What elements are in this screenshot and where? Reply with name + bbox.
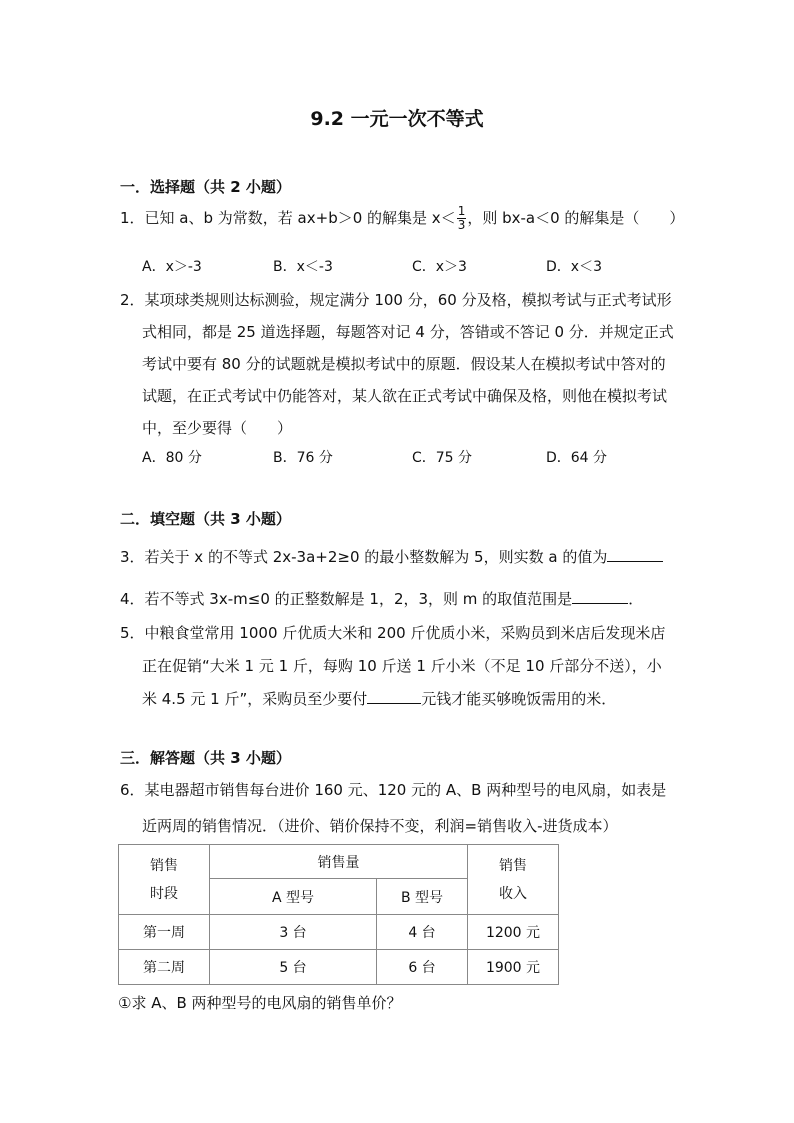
- cell-period: 第二周: [119, 950, 210, 985]
- answer-blank: [572, 587, 628, 604]
- question-5-line-3-post: 元钱才能买够晚饭需用的米．: [421, 690, 617, 708]
- question-5-line-3-pre: 米 4.5 元 1 斤”，采购员至少要付: [142, 690, 368, 708]
- cell-income: 1900 元: [468, 950, 559, 985]
- q1-option-b: B．x＜-3: [273, 259, 333, 275]
- question-1: [120, 205, 684, 232]
- page-title: 9.2 一元一次不等式: [310, 108, 484, 130]
- cell-model-b: 4 台: [377, 915, 468, 950]
- question-5-line-3: [142, 687, 616, 710]
- fraction-one-third: [457, 205, 467, 232]
- table-row: [119, 950, 559, 985]
- header-income-line-1: 销售: [499, 857, 527, 874]
- question-3-text: 3．若关于 x 的不等式 2x-3a+2≥0 的最小整数解为 5，则实数 a 的值为: [120, 548, 608, 566]
- question-4-text-post: ．: [628, 590, 644, 608]
- question-6-sub-1: ①求 A、B 两种型号的电风扇的销售单价？: [118, 994, 402, 1012]
- header-model-b: B 型号: [377, 879, 468, 915]
- q2-option-b: B．76 分: [273, 450, 333, 466]
- fraction-numerator: 1: [457, 204, 466, 218]
- header-model-a: A 型号: [210, 879, 377, 915]
- question-1-text-pre: 1．已知 a、b 为常数，若 ax+b＞0 的解集是 x＜: [120, 209, 456, 227]
- section-heading-choice: 一．选择题（共 2 小题）: [120, 178, 291, 196]
- header-income: [468, 845, 559, 915]
- question-1-text-post: ，则 bx-a＜0 的解集是（ ）: [467, 209, 685, 227]
- cell-income: 1200 元: [468, 915, 559, 950]
- cell-model-a: 5 台: [210, 950, 377, 985]
- header-income-line-2: 收入: [499, 885, 527, 902]
- q2-option-c: C．75 分: [412, 450, 473, 466]
- header-period-line-1: 销售: [150, 857, 178, 874]
- cell-period: 第一周: [119, 915, 210, 950]
- question-3: [120, 545, 663, 568]
- question-4: [120, 587, 643, 610]
- header-volume: 销售量: [210, 845, 468, 879]
- q2-option-a: A．80 分: [142, 450, 202, 466]
- question-6-line-1: 6．某电器超市销售每台进价 160 元、120 元的 A、B 两种型号的电风扇，如表是: [120, 781, 667, 799]
- question-2: 2．某项球类规则达标测验，规定满分 100 分，60 分及格，模拟考试与正式考试形式相同，都是 25 道选择题，每题答对记 4 分，答错或不答记 0 分．并规定正式考试中要有 80 分的试题就是模拟考试中的原题．假设某人在模拟考试中答对的试题，在正式考试中仍能答对，某人欲在正式考试中确保及格，则他在模拟考试中，至少要得（ ）: [120, 291, 674, 437]
- question-4-text-pre: 4．若不等式 3x-m≤0 的正整数解是 1，2，3，则 m 的取值范围是: [120, 590, 573, 608]
- question-5-line-2: 正在促销“大米 1 元 1 斤，每购 10 斤送 1 斤小米（不足 10 斤部分不送），小: [142, 657, 662, 675]
- cell-model-a: 3 台: [210, 915, 377, 950]
- question-5-line-1: 5．中粮食堂常用 1000 斤优质大米和 200 斤优质小米，采购员到米店后发现米店: [120, 624, 666, 642]
- q1-option-a: A．x＞-3: [142, 259, 202, 275]
- header-period: [119, 845, 210, 915]
- answer-blank: [367, 687, 421, 704]
- sales-table: [118, 844, 559, 985]
- table-row: [119, 915, 559, 950]
- fraction-denominator: 3: [457, 218, 466, 232]
- q1-option-d: D．x＜3: [546, 259, 602, 275]
- section-heading-fill: 二．填空题（共 3 小题）: [120, 510, 291, 528]
- cell-model-b: 6 台: [377, 950, 468, 985]
- question-6-line-2: 近两周的销售情况．（进价、销价保持不变，利润=销售收入-进货成本）: [142, 817, 618, 835]
- header-period-line-2: 时段: [150, 885, 178, 902]
- section-heading-solve: 三．解答题（共 3 小题）: [120, 749, 291, 767]
- q1-option-c: C．x＞3: [412, 259, 467, 275]
- q2-option-d: D．64 分: [546, 450, 608, 466]
- answer-blank: [607, 545, 663, 562]
